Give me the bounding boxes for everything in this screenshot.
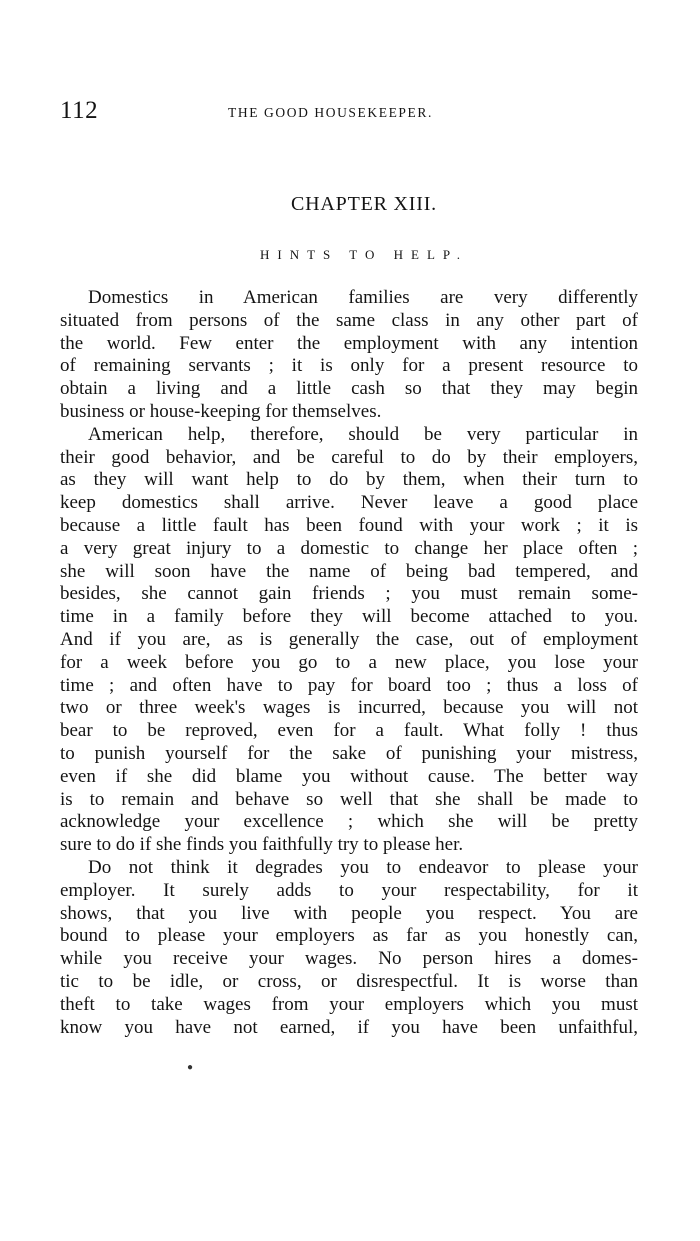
text-line: American help, therefore, should be very particular in (88, 423, 638, 445)
text-line: while you receive your wages. No person hires a domes- (60, 948, 638, 970)
paragraph-1 (60, 287, 638, 424)
text-line: know you have not earned, if you have been unfaithful, (60, 1016, 638, 1038)
text-line: acknowledge your excellence ; which she will be pretty (60, 811, 638, 833)
text-line: time in a family before they will become attached to you. (60, 606, 638, 628)
printer-mark-icon: ● (187, 1062, 194, 1073)
running-title: THE GOOD HOUSEKEEPER. (228, 105, 433, 120)
text-line: shows, that you live with people you respect. You are (60, 902, 638, 924)
text-line: obtain a living and a little cash so that they may begin (60, 378, 638, 400)
text-line: because a little fault has been found with your work ; it is (60, 514, 638, 536)
text-line: situated from persons of the same class in any other part of (60, 309, 638, 331)
text-line: their good behavior, and be careful to do by their employers, (60, 446, 638, 468)
text-line: keep domestics shall arrive. Never leave a good place (60, 492, 638, 514)
text-line: And if you are, as is generally the case, out of employment (60, 628, 638, 650)
paragraph-3 (60, 857, 638, 1039)
paragraph-2 (60, 424, 638, 857)
text-line: of remaining servants ; it is only for a present resource to (60, 355, 638, 377)
text-line: business or house-keeping for themselves. (60, 400, 382, 422)
text-line: Domestics in American families are very differently (88, 287, 638, 308)
chapter-subtitle: HINTS TO HELP. (260, 247, 468, 262)
text-line: tic to be idle, or cross, or disrespectful. It is worse than (60, 970, 638, 992)
text-line: to punish yourself for the sake of punishing your mistress, (60, 742, 638, 764)
text-line: two or three week's wages is incurred, because you will not (60, 697, 638, 719)
text-line: she will soon have the name of being bad tempered, and (60, 560, 638, 582)
text-line: time ; and often have to pay for board too ; thus a loss of (60, 674, 638, 696)
chapter-title: CHAPTER XIII. (291, 193, 437, 215)
text-line: as they will want help to do by them, when their turn to (60, 469, 638, 491)
text-line: theft to take wages from your employers which you must (60, 993, 638, 1015)
text-line: bound to please your employers as far as you honestly can, (60, 925, 638, 947)
text-line: for a week before you go to a new place, you lose your (60, 651, 638, 673)
text-line: a very great injury to a domestic to change her place often ; (60, 537, 638, 559)
text-line: besides, she cannot gain friends ; you must remain some- (60, 583, 638, 605)
running-head (60, 97, 640, 127)
page-number: 112 (60, 97, 99, 124)
text-line: bear to be reproved, even for a fault. What folly ! thus (60, 720, 638, 742)
body-text (60, 287, 638, 1039)
text-line: employer. It surely adds to your respectability, for it (60, 879, 638, 901)
text-line: the world. Few enter the employment with any intention (60, 332, 638, 354)
text-line: even if she did blame you without cause. The better way (60, 765, 638, 787)
text-line: Do not think it degrades you to endeavor to please your (88, 856, 638, 878)
text-line: sure to do if she finds you faithfully try to please her. (60, 834, 464, 856)
text-line: is to remain and behave so well that she shall be made to (60, 788, 638, 810)
